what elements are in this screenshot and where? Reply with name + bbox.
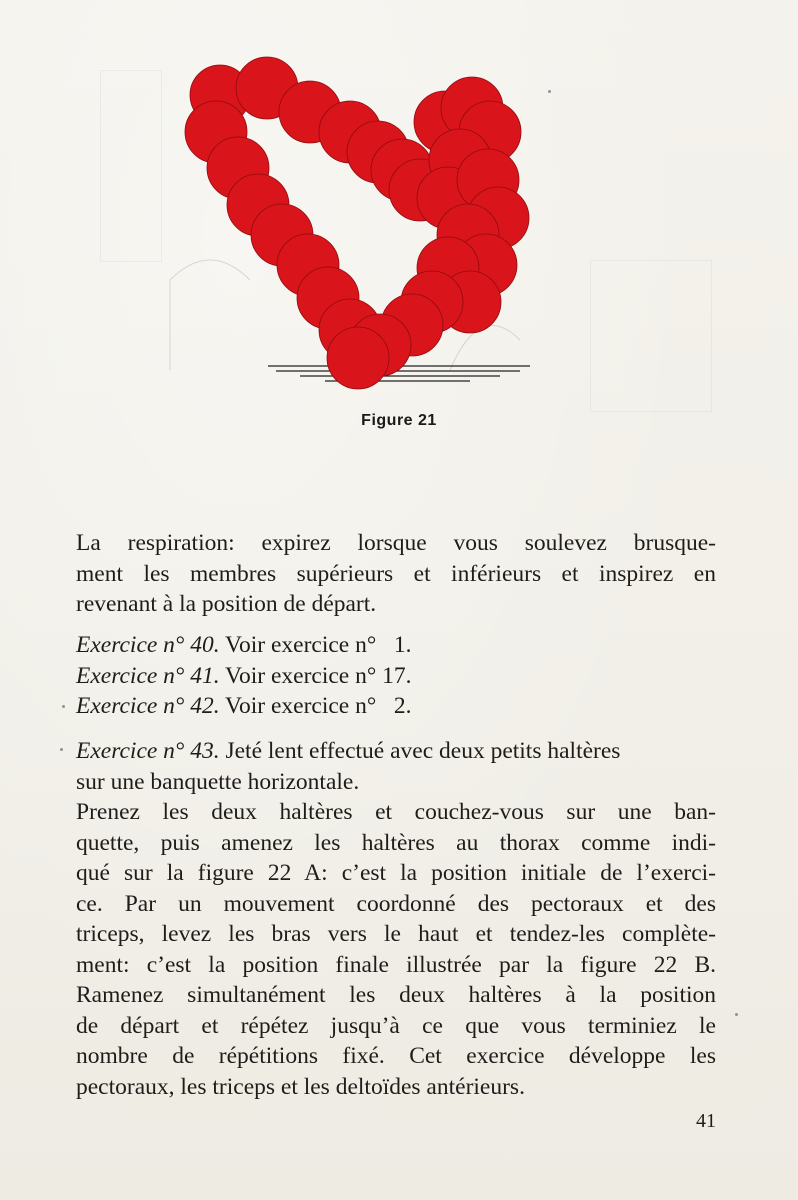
- exercise-reference: Voir exercice n° 2.: [219, 693, 412, 719]
- paragraph-line: [76, 736, 716, 767]
- exercise-name: Exercice n° 40.: [76, 632, 220, 658]
- paragraph-line: de départ et répétez jusqu’à ce que vous terminiez le: [76, 1012, 716, 1039]
- exercise-reference: Voir exercice n° 17.: [219, 662, 412, 689]
- paragraph-line: pectoraux, les triceps et les deltoïdes antérieurs.: [76, 1073, 525, 1100]
- paper-speck: [735, 1013, 738, 1016]
- paragraph-line: revenant à la position de départ.: [76, 591, 377, 617]
- exercise-name: Exercice n° 43.: [76, 738, 220, 764]
- paper-speck: [60, 748, 63, 751]
- page-number: 41: [696, 1110, 716, 1132]
- paragraph-line: qué sur la figure 22 A: c’est la position initiale de l’exerci-: [76, 860, 716, 886]
- exercise-43-paragraph: [76, 736, 716, 1102]
- figure-caption: Figure 21: [361, 412, 437, 429]
- paragraph-line: quette, puis amenez les haltères au thorax comme indi-: [76, 829, 716, 856]
- paragraph-line: Prenez les deux haltères et couchez-vous sur une ban-: [76, 799, 716, 825]
- figure-21-illustration: [150, 40, 570, 420]
- paragraph-line: Ramenez simultanément les deux haltères à la position: [76, 982, 716, 1008]
- paragraph-line: triceps, levez les bras vers le haut et tendez-les complète-: [76, 921, 716, 947]
- exercise-reference-row: [76, 691, 716, 722]
- paper-speck: [548, 90, 551, 93]
- paragraph-line: ce. Par un mouvement coordonné des pectoraux et des: [76, 890, 716, 917]
- paragraph-line: ment les membres supérieurs et inférieurs et inspirez en: [76, 560, 716, 587]
- paragraph-line: sur une banquette horizontale.: [76, 768, 360, 795]
- exercise-reference-row: [76, 630, 716, 661]
- exercise-title-rest: Jeté lent effectué avec deux petits haltères: [219, 738, 621, 764]
- exercise-reference-row: [76, 661, 716, 692]
- paragraph-line: nombre de répétitions fixé. Cet exercice développe les: [76, 1043, 716, 1069]
- paper-speck: [62, 705, 65, 708]
- exercise-reference-list: [76, 630, 716, 722]
- paragraph-line: ment: c’est la position finale illustrée par la figure 22 B.: [76, 951, 716, 978]
- red-dot-heart: [185, 57, 529, 389]
- exercise-name: Exercice n° 41.: [76, 662, 220, 689]
- show-through-mark: [590, 260, 712, 412]
- exercise-reference: Voir exercice n° 1.: [219, 632, 412, 658]
- exercise-name: Exercice n° 42.: [76, 693, 220, 719]
- breathing-paragraph: [76, 528, 716, 620]
- paragraph-line: La respiration: expirez lorsque vous soulevez brusque-: [76, 530, 716, 556]
